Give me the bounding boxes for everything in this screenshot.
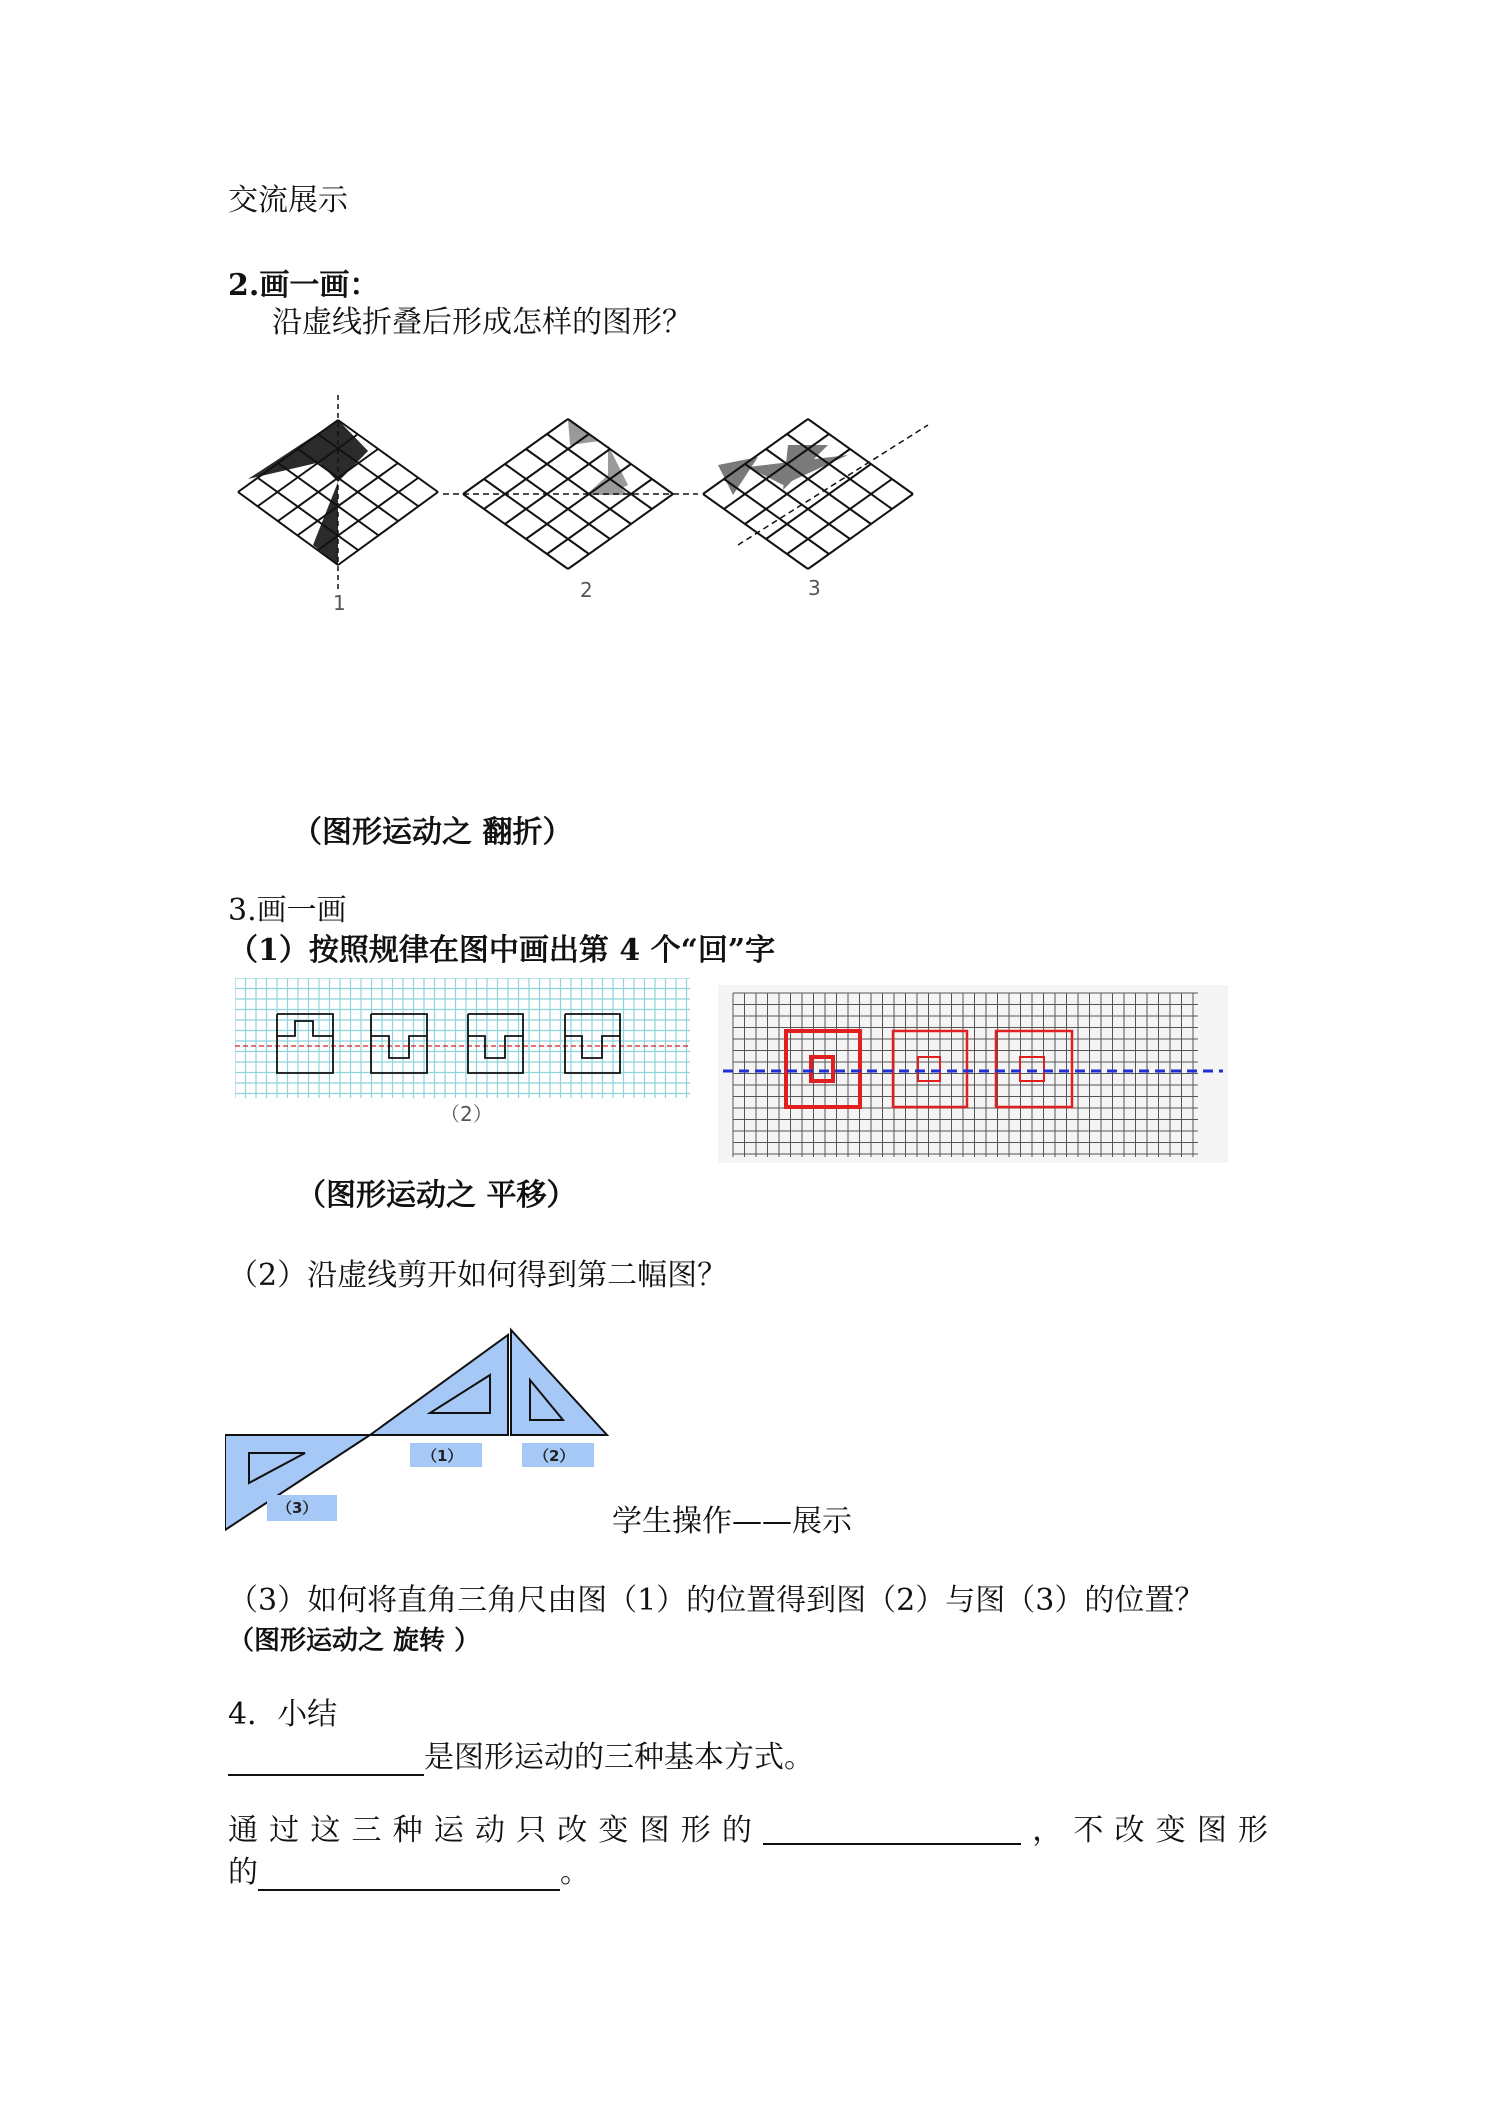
section-heading: 交流展示 (228, 183, 348, 218)
summary-line-3 (228, 1855, 590, 1891)
q2-title: 2.画一画： (228, 268, 380, 303)
summary-line-2: 通 过 这 三 种 运 动 只 改 变 图 形 的 ， 不 改 变 图 形 (228, 1813, 1268, 1848)
q2-prompt: 沿虚线折叠后形成怎样的图形？ (272, 305, 692, 340)
triangle-label-1: （1） (422, 1447, 463, 1465)
triangle-label-3: （3） (277, 1499, 318, 1517)
demo-text: 学生操作——展示 (612, 1504, 852, 1539)
q4-title: 4．小结 (228, 1697, 338, 1732)
fold-caption: （图形运动之 翻折） (292, 815, 573, 850)
translation-pattern-grid (235, 978, 690, 1130)
fold-label-2: 2 (580, 578, 593, 602)
fold-figure-1 (238, 395, 438, 615)
q3-part3: （3）如何将直角三角尺由图（1）的位置得到图（2）与图（3）的位置？ (228, 1583, 1205, 1618)
fold-label-1: 1 (333, 591, 346, 615)
rotation-caption: （图形运动之 旋转 ） (228, 1626, 481, 1656)
q3-part2: （2）沿虚线剪开如何得到第二幅图？ (228, 1258, 728, 1293)
q3-title: 3.画一画 (228, 893, 347, 928)
answer-blank-1[interactable] (228, 1744, 424, 1776)
summary-line-3-prefix: 的 (228, 1855, 258, 1890)
translation-caption: （图形运动之 平移） (296, 1178, 577, 1213)
summary-line-1-text: 是图形运动的三种基本方式。 (424, 1740, 814, 1775)
fold-diagrams (228, 385, 948, 615)
answer-blank-2[interactable] (763, 1813, 1021, 1845)
triangle-rulers-figure (225, 1295, 625, 1540)
summary-line-3-suffix: 。 (560, 1855, 590, 1890)
hui-character-grid (718, 985, 1228, 1163)
fold-figure-2 (443, 419, 698, 602)
q3-part1: （1）按照规律在图中画出第 4 个“回”字 (228, 933, 776, 968)
triangle-label-2: （2） (534, 1447, 575, 1465)
answer-blank-3[interactable] (258, 1859, 560, 1891)
summary-line-1 (228, 1740, 814, 1776)
grid-caption: （2） (440, 1102, 493, 1126)
fold-figure-3 (703, 419, 928, 600)
fold-label-3: 3 (808, 576, 821, 600)
